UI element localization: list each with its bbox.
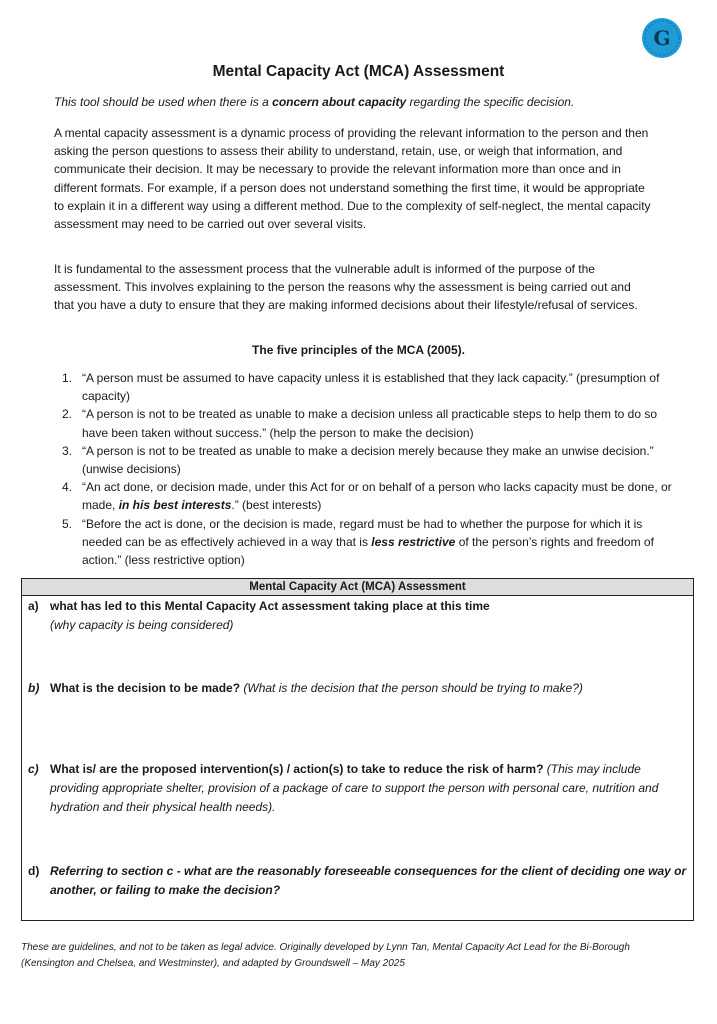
principles-list (54, 369, 674, 569)
question-b[interactable] (28, 679, 688, 698)
principle-text: “A person is not to be treated as unable to make a decision unless all practicable steps to help them to do so have been taken without success.” (help the person to make the decision) (82, 407, 658, 440)
page-title: Mental Capacity Act (MCA) Assessment (212, 63, 505, 80)
assessment-form (21, 578, 694, 921)
principle-item (54, 515, 674, 570)
principle-text: “An act done, or decision made, under this Act for or on behalf of a person who lacks capacity must be done, or made, (82, 480, 672, 513)
principle-text: “A person must be assumed to have capacity unless it is established that they lack capacity.” (presumption of capacity) (82, 371, 660, 404)
principle-item (54, 405, 674, 441)
question-text: what has led to this Mental Capacity Act assessment taking place at this time (50, 599, 490, 613)
intro-emphasis: concern about capacity (272, 95, 407, 109)
principle-text-end: of the person’s rights and freedom of action.” (less restrictive option) (82, 534, 654, 568)
question-label: d) (28, 864, 40, 878)
principle-number: 4. (62, 480, 73, 495)
intro-note (54, 95, 654, 109)
principle-item (54, 478, 674, 514)
question-hint: (This may include providing appropriate shelter, provision of a package of care to support the person with personal care, nutrition and hydration and their physical health needs). (50, 762, 659, 814)
question-label: b) (28, 681, 40, 695)
principle-number: 1. (62, 371, 73, 385)
principles-heading: The five principles of the MCA (2005). (252, 343, 465, 357)
principle-number: 3. (62, 443, 73, 458)
question-text: Referring to section c - what are the reasonably foreseeable consequences for the client of deciding one way or another, or failing to make the decision? (50, 864, 687, 897)
principle-emphasis: less restrictive (371, 534, 456, 549)
paragraph-informed-purpose: It is fundamental to the assessment process that the vulnerable adult is informed of the purpose of the assessment. This involves explaining to the person the reasons why the assessment is being carried out and that you have a duty to ensure that they are making informed decisions about their lifestyle/refusal of services. (54, 262, 638, 313)
principle-item (54, 369, 674, 405)
question-text: What is the decision to be made? (50, 681, 241, 695)
form-heading: Mental Capacity Act (MCA) Assessment (22, 579, 693, 596)
groundswell-logo-icon (641, 17, 683, 59)
principle-text-end: .” (best interests) (231, 498, 322, 513)
principle-text: “A person is not to be treated as unable to make a decision merely because they make an unwise decision.” (unwise decisions) (82, 443, 654, 477)
intro-suffix: regarding the specific decision. (406, 95, 575, 109)
principle-text: “Before the act is done, or the decision is made, regard must be had to whether the purpose for which it is needed can be as effectively achieved in a way that is (82, 516, 643, 549)
principle-number: 2. (62, 407, 73, 422)
question-hint: (why capacity is being considered) (50, 618, 234, 632)
question-hint: (What is the decision that the person should be trying to make?) (240, 681, 583, 695)
question-label: a) (28, 599, 39, 613)
question-text: What is/ are the proposed intervention(s) / action(s) to take to reduce the risk of harm? (50, 762, 544, 776)
logo-letter: G (653, 26, 671, 50)
question-c[interactable] (28, 760, 688, 817)
principle-item (54, 442, 674, 478)
principle-number: 5. (62, 516, 73, 531)
question-d[interactable] (28, 862, 688, 900)
principle-emphasis: in his best interests (118, 498, 232, 513)
paragraph-assessment-process: A mental capacity assessment is a dynamic process of providing the relevant information to the person and then asking the person questions to assess their ability to understand, retain, use, or weigh that information, and communicate their decision. It may be necessary to provide the relevant information more than once and in different formats. For example, if a person does not understand something the first time, it would be appropriate to explain it in a different way using a different method. Due to the complexity of self-neglect, the mental capacity assessment may need to be carried out over several visits. (54, 126, 651, 232)
intro-prefix: This tool should be used when there is a (54, 95, 273, 109)
question-a[interactable] (28, 597, 688, 635)
footer-disclaimer: These are guidelines, and not to be taken as legal advice. Originally developed by Lynn Tan, Mental Capacity Act Lead for the Bi-Borough (Kensington and Chelsea, and Westminster), and adapted by Groundswell – May 2025 (21, 942, 630, 969)
question-label: c) (28, 762, 39, 776)
